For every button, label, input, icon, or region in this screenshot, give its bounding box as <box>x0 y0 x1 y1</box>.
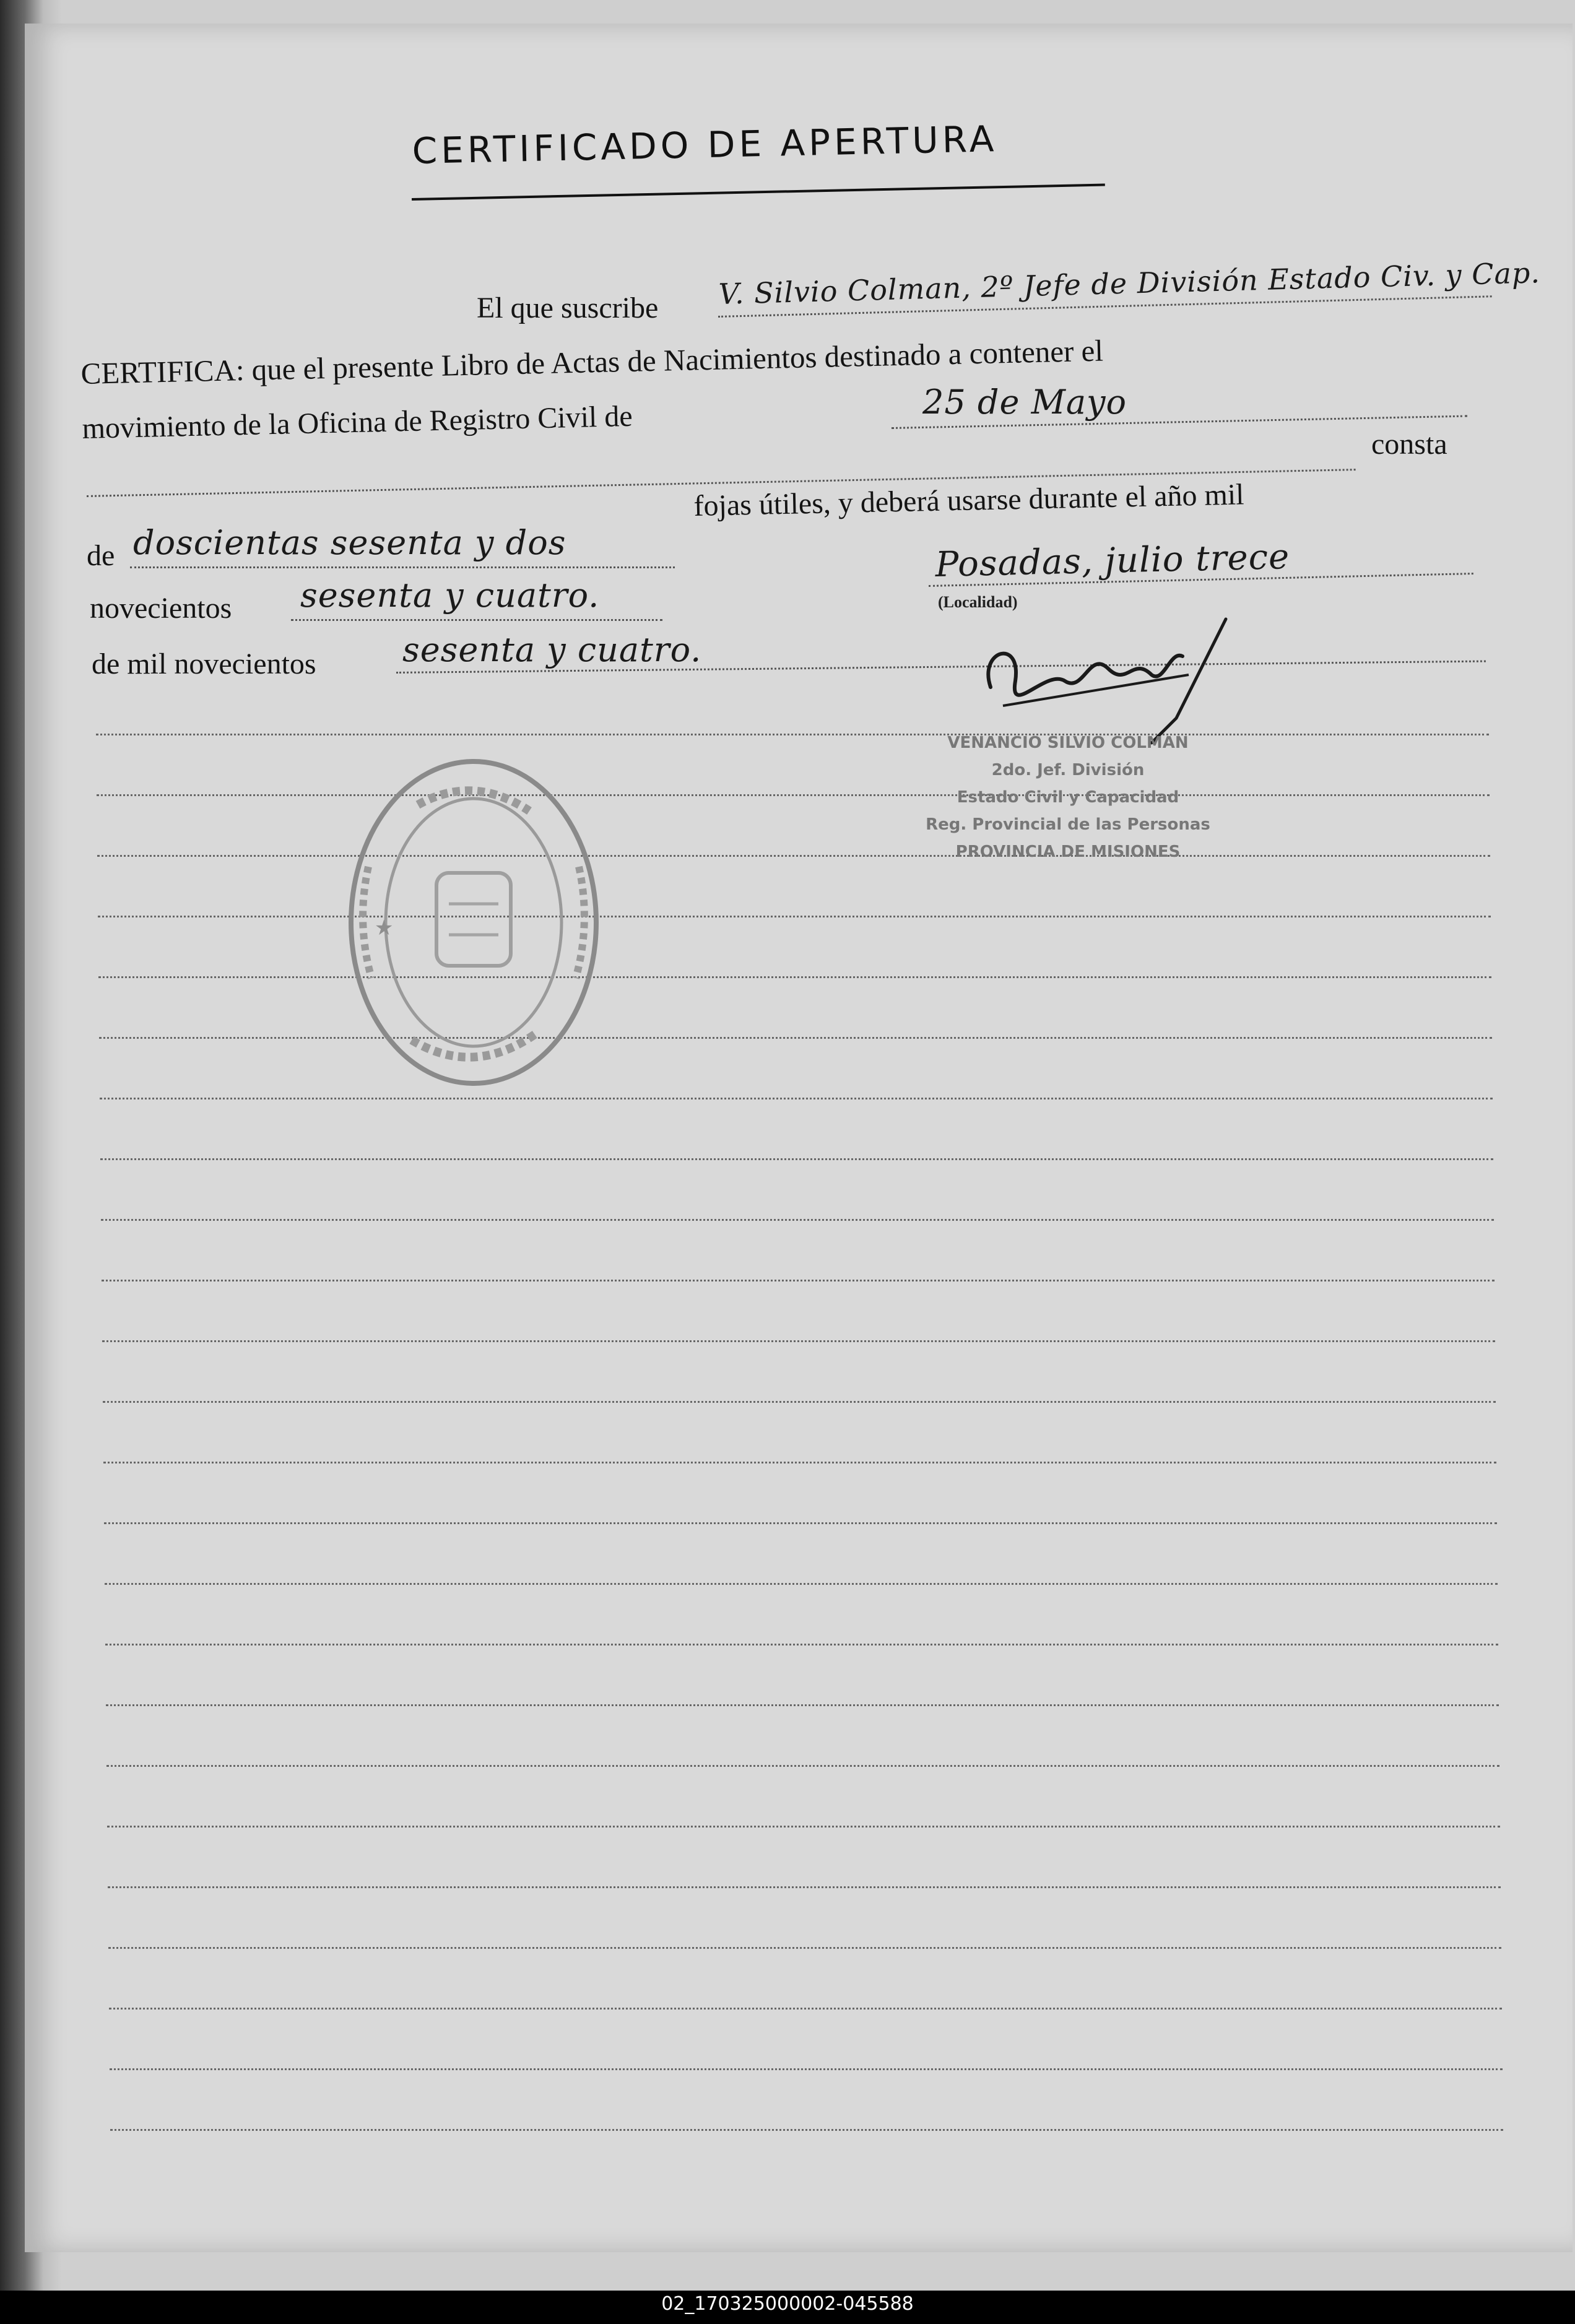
ruled-line <box>96 734 1489 735</box>
year-handwritten: sesenta y cuatro. <box>300 576 600 615</box>
ruled-line <box>106 1765 1499 1767</box>
stamp-line-3: Estado Civil y Capacidad <box>957 788 1179 807</box>
ruled-line <box>108 1886 1501 1888</box>
suscribe-handwritten: V. Silvio Colman, 2º Jefe de División Estado Civ. y Cap. <box>718 256 1541 311</box>
ruled-line <box>106 1704 1499 1706</box>
ruled-line <box>110 2129 1503 2131</box>
stamp-line-4: Reg. Provincial de las Personas <box>926 815 1210 834</box>
de-label: de <box>87 539 115 572</box>
consta-label: consta <box>1371 428 1447 461</box>
ruled-line <box>100 1158 1493 1160</box>
ruled-line <box>98 976 1491 978</box>
mil-novecientos-label: de mil novecientos <box>92 648 316 680</box>
ruled-line <box>103 1462 1496 1463</box>
svg-text:★: ★ <box>375 916 394 940</box>
ruled-line <box>107 1826 1500 1828</box>
ruled-line <box>105 1583 1498 1585</box>
year-fill-line <box>291 619 662 621</box>
novecientos-label: novecientos <box>90 592 232 625</box>
ruled-line <box>102 1280 1495 1281</box>
movimiento-label: movimiento de la Oficina de Registro Civil de <box>82 399 633 445</box>
localidad-handwritten: 25 de Mayo <box>922 383 1127 422</box>
suscribe-label: El que suscribe <box>477 292 659 324</box>
ruled-line <box>109 2008 1502 2010</box>
fojas-count-handwritten: doscientas sesenta y dos <box>133 523 566 562</box>
ruled-line <box>108 1947 1501 1949</box>
fojas-label: fojas útiles, y deberá usarse durante el año mil <box>693 478 1244 522</box>
ruled-line <box>102 1340 1495 1342</box>
ruled-line <box>97 855 1490 857</box>
ruled-line <box>97 794 1490 796</box>
ruled-line <box>99 1037 1492 1039</box>
localidad-label: (Localidad) <box>938 593 1018 611</box>
ruled-line <box>101 1219 1494 1221</box>
document-title: CERTIFICADO DE APERTURA <box>412 118 998 172</box>
fojas-fill-line <box>130 566 675 568</box>
ruled-line <box>103 1401 1496 1403</box>
stamp-line-5: PROVINCIA DE MISIONES <box>955 843 1181 861</box>
year-repeat-handwritten: sesenta y cuatro. <box>402 630 702 669</box>
ruled-line <box>98 916 1491 917</box>
ruled-line <box>104 1522 1497 1524</box>
scan-id-caption: 02_170325000002-045588 <box>661 2293 914 2315</box>
ruled-line <box>110 2068 1503 2070</box>
ruled-line <box>100 1098 1493 1099</box>
stamp-line-1: VENANCIO SILVIO COLMAN <box>947 734 1189 752</box>
ruled-line <box>105 1644 1498 1645</box>
official-seal <box>344 755 604 1090</box>
signature-stamp <box>895 729 1241 865</box>
stamp-line-2: 2do. Jef. División <box>991 761 1145 779</box>
place-date-handwritten: Posadas, julio trece <box>935 537 1290 585</box>
certifica-line: CERTIFICA: que el presente Libro de Actas de Nacimientos destinado a contener el <box>80 333 1104 391</box>
